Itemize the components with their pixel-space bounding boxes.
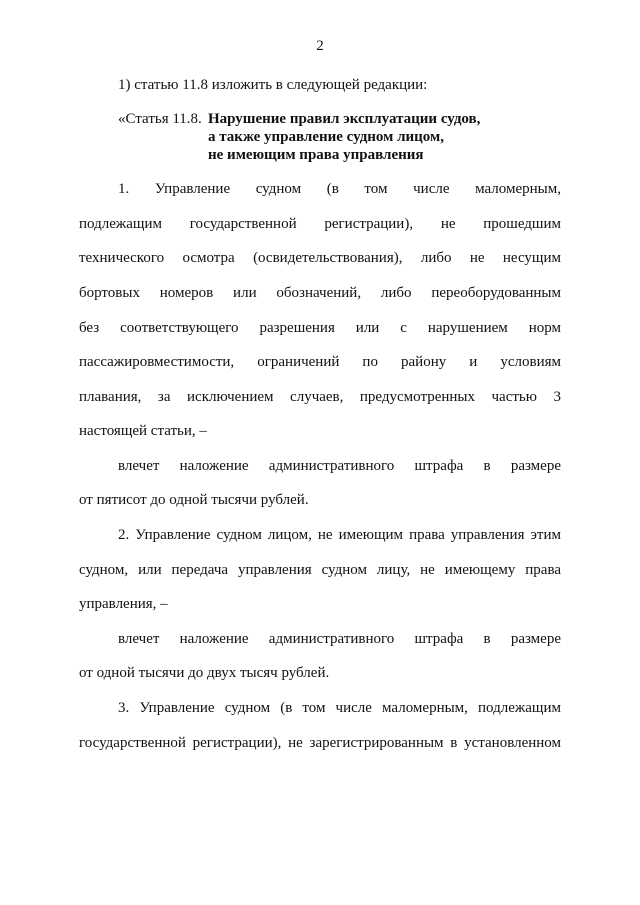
body-line: 3. Управление судном (в том числе маломерным, подлежащим — [118, 700, 561, 716]
body-line: 2. Управление судном лицом, не имеющим права управления этим — [118, 527, 561, 543]
body-line: технического осмотра (освидетельствования), либо не несущим — [79, 250, 561, 266]
body-line: подлежащим государственной регистрации), не прошедшим — [79, 216, 561, 232]
body-line: пассажировместимости, ограничений по району и условиям — [79, 354, 561, 370]
page-number: 2 — [316, 38, 324, 54]
body-line: судном, или передача управления судном лицу, не имеющему права — [79, 562, 561, 578]
intro-line: 1) статью 11.8 изложить в следующей редакции: — [118, 77, 428, 93]
article-title-line-1: Нарушение правил эксплуатации судов, — [208, 111, 481, 127]
body-line: бортовых номеров или обозначений, либо переоборудованным — [79, 285, 561, 301]
body-line: 1. Управление судном (в том числе маломерным, — [118, 181, 561, 197]
body-line: без соответствующего разрешения или с нарушением норм — [79, 320, 561, 336]
body-line: настоящей статьи, – — [79, 423, 207, 439]
article-title-line-2: а также управление судном лицом, — [208, 129, 444, 145]
body-line: влечет наложение административного штрафа в размере — [118, 458, 561, 474]
body-line: от пятисот до одной тысячи рублей. — [79, 492, 309, 508]
article-heading — [118, 110, 480, 164]
article-label: «Статья 11.8. — [118, 111, 202, 127]
body-line: управления, – — [79, 596, 168, 612]
article-title-line-3: не имеющим права управления — [208, 147, 424, 163]
body-line: влечет наложение административного штрафа в размере — [118, 631, 561, 647]
body-line: от одной тысячи до двух тысяч рублей. — [79, 665, 330, 681]
body-line: государственной регистрации), не зарегистрированным в установленном — [79, 735, 561, 751]
body-line: плавания, за исключением случаев, предусмотренных частью 3 — [79, 389, 561, 405]
